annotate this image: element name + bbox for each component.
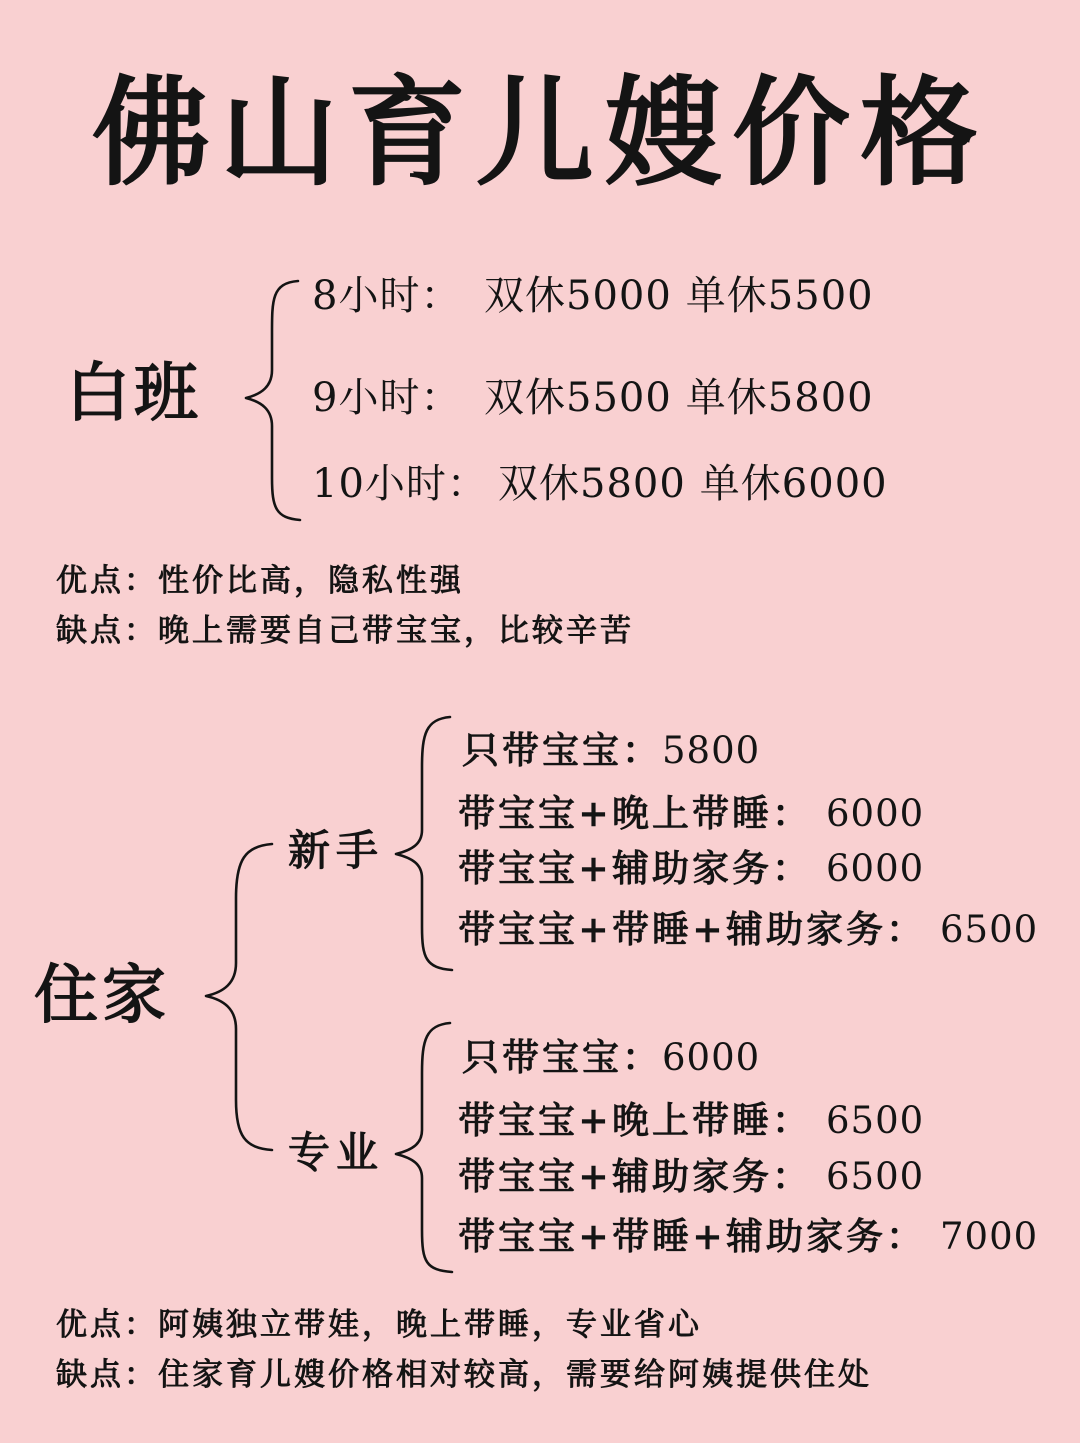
service-item: 带宝宝+带睡+辅助家务： — [458, 907, 927, 951]
service-price: 5800 — [662, 729, 761, 772]
double-rest-price: 双休5000 — [484, 273, 672, 319]
day-shift-row-10h — [312, 461, 888, 507]
novice-row-night — [458, 791, 925, 835]
professional-row-housework — [458, 1154, 925, 1198]
professional-label: 专业 — [288, 1128, 385, 1177]
novice-label: 新手 — [288, 826, 385, 875]
service-item: 带宝宝+晚上带睡： — [458, 1098, 813, 1142]
live-in-pros: 优点：阿姨独立带娃，晚上带睡，专业省心 — [56, 1307, 702, 1343]
service-price: 6500 — [826, 1155, 925, 1198]
live-in-cons: 缺点：住家育儿嫂价格相对较高，需要给阿姨提供住处 — [56, 1357, 872, 1393]
live-in-brace — [200, 838, 280, 1158]
service-item: 只带宝宝： — [462, 728, 662, 772]
day-shift-brace — [240, 278, 310, 523]
single-rest-price: 单休6000 — [699, 461, 888, 507]
day-shift-pros: 优点：性价比高，隐私性强 — [56, 563, 464, 599]
service-price: 6000 — [826, 792, 925, 835]
single-rest-price: 单休5800 — [685, 375, 874, 421]
service-item: 带宝宝+辅助家务： — [458, 1154, 813, 1198]
service-price: 6500 — [826, 1099, 925, 1142]
novice-row-baby-only — [462, 728, 761, 772]
page-title: 佛山育儿嫂价格 — [91, 63, 988, 202]
hours-label: 8小时： — [312, 273, 462, 319]
day-shift-row-8h — [312, 273, 874, 319]
double-rest-price: 双休5500 — [484, 375, 672, 421]
professional-row-baby-only — [462, 1035, 761, 1079]
live-in-label: 住家 — [34, 958, 170, 1033]
service-item: 带宝宝+晚上带睡： — [458, 791, 813, 835]
day-shift-cons: 缺点：晚上需要自己带宝宝，比较辛苦 — [56, 613, 634, 649]
service-item: 带宝宝+辅助家务： — [458, 846, 813, 890]
service-price: 6000 — [662, 1036, 761, 1079]
novice-row-housework — [458, 846, 925, 890]
single-rest-price: 单休5500 — [685, 273, 874, 319]
professional-row-night — [458, 1098, 925, 1142]
hours-label: 9小时： — [312, 375, 462, 421]
novice-brace — [392, 712, 462, 974]
double-rest-price: 双休5800 — [498, 461, 686, 507]
hours-label: 10小时： — [312, 461, 488, 507]
service-price: 6500 — [940, 908, 1039, 951]
novice-row-full — [458, 907, 1039, 951]
day-shift-row-9h — [312, 375, 874, 421]
service-item: 只带宝宝： — [462, 1035, 662, 1079]
professional-brace — [392, 1018, 462, 1276]
service-item: 带宝宝+带睡+辅助家务： — [458, 1214, 927, 1258]
service-price: 6000 — [826, 847, 925, 890]
professional-row-full — [458, 1214, 1039, 1258]
day-shift-label: 白班 — [66, 356, 202, 431]
service-price: 7000 — [940, 1215, 1039, 1258]
